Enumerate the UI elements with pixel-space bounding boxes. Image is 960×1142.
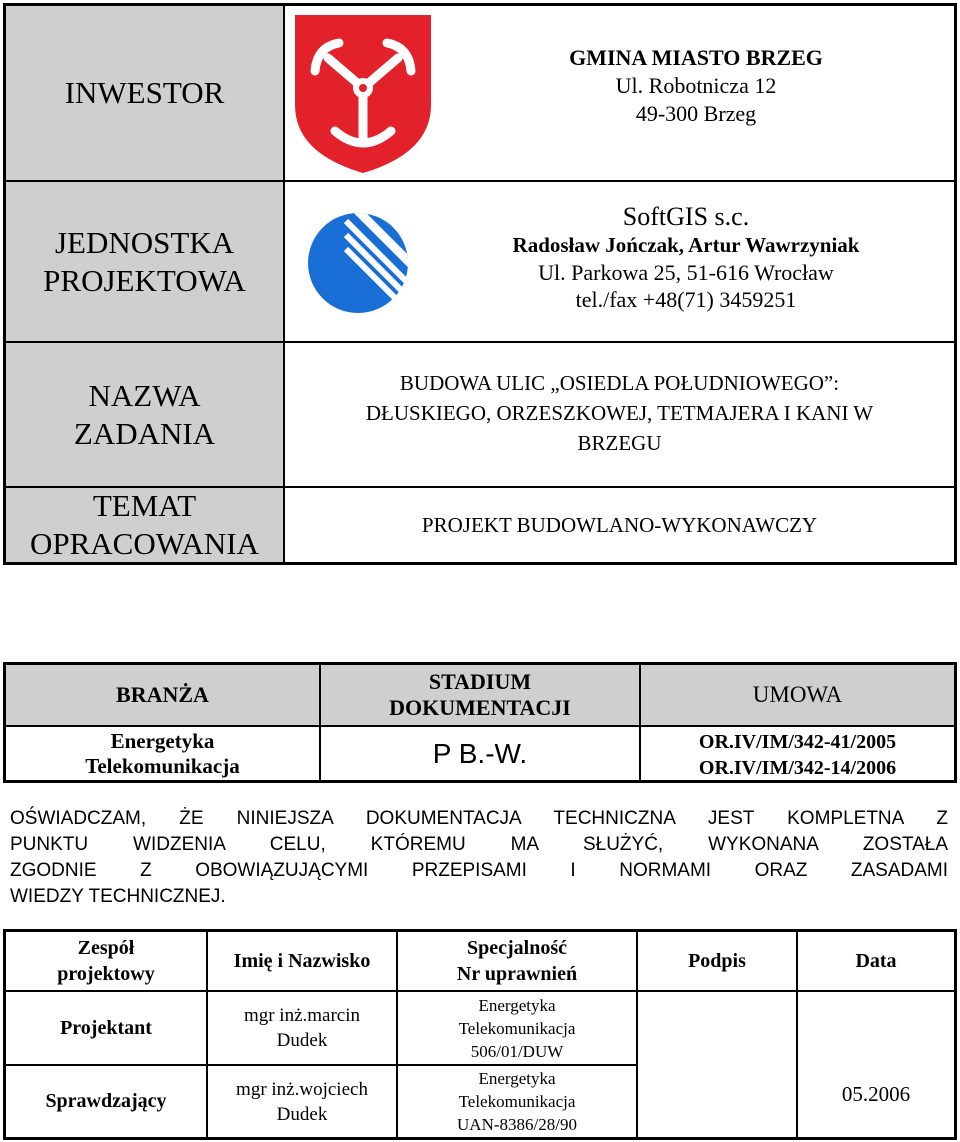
subject-label-line2: OPRACOWANIA	[29, 526, 260, 561]
role-sprawdzajacy: Sprawdzający	[45, 1090, 167, 1112]
investor-label-text: INWESTOR	[64, 75, 225, 110]
table-row-name	[208, 1066, 396, 1137]
designer-license: 506/01/DUW	[470, 1041, 564, 1061]
designer-name-line2: Dudek	[276, 1030, 328, 1051]
date-header-text: Data	[855, 949, 897, 972]
company-phone: tel./fax +48(71) 3459251	[575, 287, 797, 312]
branch-value	[6, 727, 319, 780]
team-header-line2: projektowy	[57, 963, 155, 985]
subject-value-text: PROJEKT BUDOWLANO-WYKONAWCZY	[421, 512, 818, 537]
investor-label	[6, 6, 283, 180]
investor-name: GMINA MIASTO BRZEG	[569, 45, 823, 70]
checker-name-line2: Dudek	[276, 1103, 328, 1125]
company-name: SoftGIS s.c.	[622, 202, 750, 231]
specialty-header-line1: Specjalność	[467, 937, 567, 959]
design-unit-details	[426, 202, 946, 313]
branch-header-text: BRANŻA	[116, 682, 209, 707]
specialty-header	[398, 932, 636, 990]
investor-details	[436, 44, 956, 128]
specialty-header-line2: Nr uprawnień	[456, 963, 578, 985]
task-value	[285, 368, 954, 458]
design-unit-label-line1: JEDNOSTKA	[54, 224, 235, 260]
brzeg-crest-icon	[293, 13, 433, 175]
subject-label	[6, 488, 283, 562]
designer-name-line1: mgr inż.marcin	[243, 1005, 361, 1026]
company-address: Ul. Parkowa 25, 51-616 Wrocław	[538, 260, 834, 285]
contract-value-line1: OR.IV/IM/342-41/2005	[698, 731, 897, 753]
contract-header	[641, 665, 954, 725]
project-info-block	[3, 3, 957, 565]
subject-label-line1: TEMAT	[92, 488, 197, 523]
design-unit-label	[6, 182, 283, 341]
date-header	[798, 932, 954, 990]
team-header-line1: Zespół	[77, 937, 135, 959]
declaration-text	[10, 806, 948, 910]
softgis-logo-icon	[306, 211, 411, 316]
checker-spec-line1: Energetyka	[478, 1069, 556, 1088]
stage-header-line2: DOKUMENTACJI	[389, 695, 571, 720]
checker-name-line1: mgr inż.wojciech	[236, 1078, 368, 1100]
company-owners: Radosław Jończak, Artur Wawrzyniak	[512, 233, 860, 257]
task-line3: BRZEGU	[577, 431, 662, 455]
table-row-specialty	[398, 992, 636, 1064]
signature-header	[638, 932, 796, 990]
design-team-table	[3, 929, 957, 1140]
stage-value-text: P B.-W.	[432, 737, 528, 769]
branch-header	[6, 665, 319, 725]
document-stage-block	[3, 662, 957, 783]
table-row-role	[6, 1066, 206, 1137]
task-label	[6, 343, 283, 486]
table-row-name	[208, 992, 396, 1064]
declaration-line3: ZGODNIE Z OBOWIĄZUJĄCYMI PRZEPISAMI I NORMAMI ORAZ ZASADAMI	[10, 860, 948, 881]
signature-header-text: Podpis	[688, 949, 746, 972]
declaration-line4: WIEDZY TECHNICZNEJ.	[10, 886, 226, 907]
task-line1: BUDOWA ULIC „OSIEDLA POŁUDNIOWEGO”:	[399, 371, 840, 395]
designer-spec-line2: Telekomunikacja	[458, 1018, 576, 1038]
column-divider	[283, 6, 285, 562]
name-header	[208, 932, 396, 990]
investor-street: Ul. Robotnicza 12	[615, 73, 777, 98]
branch-value-line2: Telekomunikacja	[85, 753, 240, 778]
contract-value-line2: OR.IV/IM/342-14/2006	[698, 757, 897, 779]
branch-value-line1: Energetyka	[110, 728, 215, 753]
name-header-text: Imię i Nazwisko	[233, 949, 371, 972]
checker-spec-line2: Telekomunikacja	[458, 1092, 576, 1111]
contract-header-text: UMOWA	[752, 682, 843, 707]
declaration-line2: PUNKTU WIDZENIA CELU, KTÓREMU MA SŁUŻYĆ, WYKONANA ZOSTAŁA	[10, 834, 948, 855]
investor-city: 49-300 Brzeg	[635, 101, 757, 126]
stage-header	[321, 665, 639, 725]
subject-value	[285, 488, 954, 562]
task-label-line2: ZADANIA	[73, 415, 216, 451]
role-projektant: Projektant	[60, 1016, 152, 1039]
date-cell	[798, 992, 954, 1137]
date-value: 05.2006	[841, 1082, 911, 1106]
declaration-line1: OŚWIADCZAM, ŻE NINIEJSZA DOKUMENTACJA TECHNICZNA JEST KOMPLETNA Z	[10, 808, 948, 829]
team-header	[6, 932, 206, 990]
stage-header-line1: STADIUM	[428, 669, 532, 694]
table-row-specialty	[398, 1066, 636, 1137]
contract-value	[641, 729, 954, 781]
design-unit-label-line2: PROJEKTOWA	[43, 262, 246, 298]
designer-spec-line1: Energetyka	[478, 995, 556, 1015]
task-label-line1: NAZWA	[88, 377, 201, 413]
table-row-role	[6, 992, 206, 1064]
task-line2: DŁUSKIEGO, ORZESZKOWEJ, TETMAJERA I KANI W	[365, 401, 874, 425]
stage-value	[321, 727, 639, 780]
checker-license: UAN-8386/28/90	[457, 1115, 577, 1134]
